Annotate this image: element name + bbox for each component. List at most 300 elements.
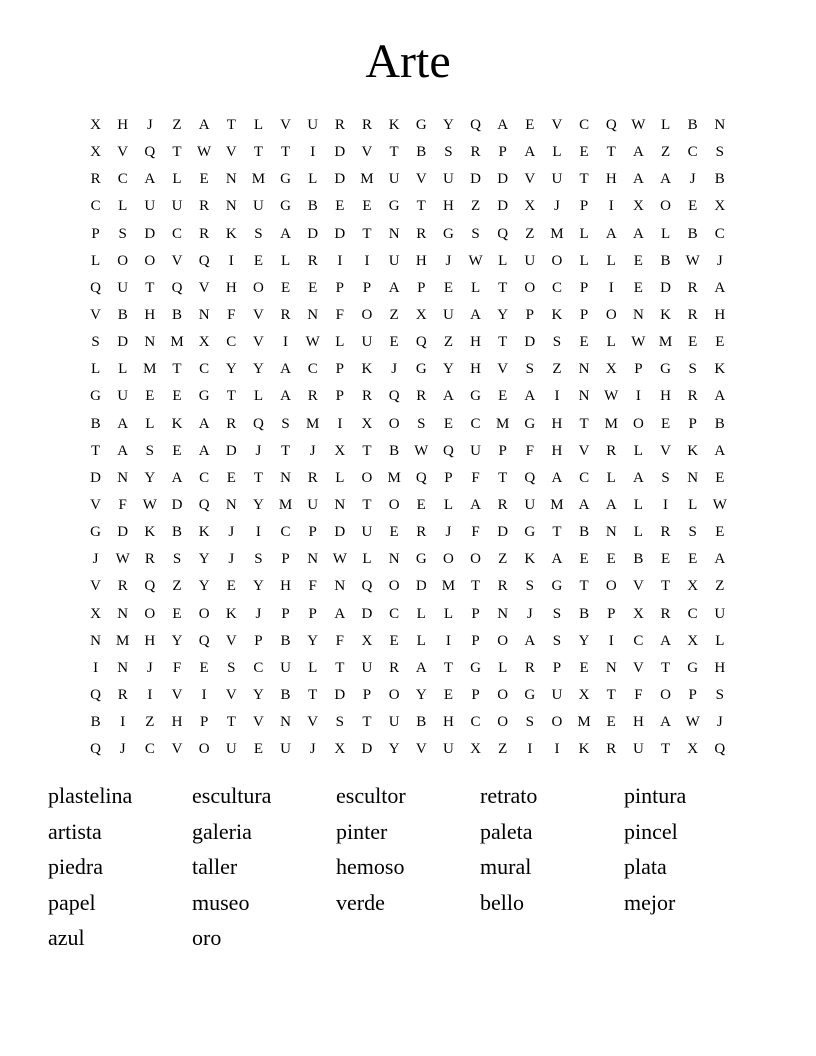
grid-letter[interactable]: T: [253, 144, 263, 161]
grid-letter[interactable]: A: [660, 632, 671, 649]
grid-letter[interactable]: A: [198, 117, 210, 134]
grid-letter[interactable]: O: [198, 741, 210, 758]
grid-letter[interactable]: U: [361, 524, 373, 541]
grid-letter[interactable]: E: [253, 252, 263, 269]
grid-letter[interactable]: I: [255, 524, 261, 541]
grid-letter[interactable]: S: [715, 144, 724, 161]
grid-letter[interactable]: J: [445, 252, 452, 269]
grid-letter[interactable]: B: [171, 307, 182, 324]
grid-letter[interactable]: K: [714, 361, 726, 378]
grid-letter[interactable]: X: [632, 605, 644, 622]
grid-letter[interactable]: B: [90, 415, 101, 432]
grid-letter[interactable]: B: [280, 632, 291, 649]
grid-letter[interactable]: L: [498, 252, 508, 269]
grid-letter[interactable]: B: [307, 198, 318, 215]
grid-letter[interactable]: P: [308, 605, 317, 622]
grid-letter[interactable]: A: [198, 442, 210, 459]
grid-letter[interactable]: R: [280, 307, 291, 324]
grid-letter[interactable]: V: [90, 578, 101, 595]
grid-letter[interactable]: P: [281, 551, 290, 568]
grid-letter[interactable]: T: [606, 687, 616, 704]
grid-letter[interactable]: U: [117, 279, 129, 296]
grid-letter[interactable]: T: [389, 144, 399, 161]
grid-letter[interactable]: O: [551, 714, 563, 731]
grid-letter[interactable]: T: [443, 659, 453, 676]
grid-letter[interactable]: E: [226, 578, 236, 595]
grid-letter[interactable]: Z: [498, 741, 508, 758]
grid-letter[interactable]: O: [660, 687, 671, 704]
grid-letter[interactable]: X: [687, 578, 699, 595]
grid-letter[interactable]: V: [90, 307, 101, 324]
grid-letter[interactable]: J: [689, 171, 696, 188]
grid-letter[interactable]: L: [579, 252, 589, 269]
grid-letter[interactable]: V: [252, 334, 264, 351]
grid-letter[interactable]: A: [198, 415, 210, 432]
grid-letter[interactable]: J: [309, 442, 316, 459]
grid-letter[interactable]: B: [687, 225, 698, 242]
grid-letter[interactable]: O: [144, 252, 156, 269]
grid-letter[interactable]: A: [524, 388, 536, 405]
grid-letter[interactable]: D: [660, 279, 671, 296]
grid-letter[interactable]: T: [253, 469, 263, 486]
grid-letter[interactable]: V: [524, 171, 536, 188]
grid-letter[interactable]: C: [470, 714, 481, 731]
grid-letter[interactable]: S: [227, 659, 236, 676]
grid-letter[interactable]: N: [225, 171, 237, 188]
grid-letter[interactable]: J: [228, 551, 235, 568]
grid-letter[interactable]: Y: [415, 687, 427, 704]
grid-letter[interactable]: R: [660, 524, 671, 541]
grid-letter[interactable]: D: [497, 171, 509, 188]
grid-letter[interactable]: A: [632, 225, 644, 242]
grid-letter[interactable]: C: [117, 171, 128, 188]
grid-letter[interactable]: N: [388, 225, 400, 242]
grid-letter[interactable]: T: [579, 415, 589, 432]
grid-letter[interactable]: L: [660, 117, 671, 134]
grid-letter[interactable]: T: [172, 361, 182, 378]
grid-letter[interactable]: C: [579, 117, 590, 134]
grid-letter[interactable]: I: [93, 659, 99, 676]
grid-letter[interactable]: N: [388, 551, 400, 568]
grid-letter[interactable]: V: [90, 497, 101, 514]
grid-letter[interactable]: F: [471, 469, 480, 486]
grid-letter[interactable]: L: [280, 252, 291, 269]
grid-letter[interactable]: O: [198, 605, 210, 622]
grid-letter[interactable]: A: [171, 469, 183, 486]
grid-letter[interactable]: N: [198, 307, 210, 324]
grid-letter[interactable]: N: [605, 659, 617, 676]
grid-letter[interactable]: M: [550, 225, 564, 242]
grid-letter[interactable]: A: [632, 144, 644, 161]
grid-letter[interactable]: R: [416, 524, 427, 541]
grid-letter[interactable]: S: [417, 415, 426, 432]
grid-letter[interactable]: U: [361, 334, 373, 351]
grid-letter[interactable]: U: [361, 659, 373, 676]
grid-letter[interactable]: O: [252, 279, 264, 296]
grid-letter[interactable]: Q: [198, 632, 210, 649]
grid-letter[interactable]: N: [632, 307, 644, 324]
grid-letter[interactable]: A: [524, 632, 536, 649]
grid-letter[interactable]: E: [335, 198, 345, 215]
grid-letter[interactable]: R: [470, 144, 481, 161]
grid-letter[interactable]: Y: [198, 578, 210, 595]
grid-letter[interactable]: E: [660, 551, 671, 568]
grid-letter[interactable]: L: [90, 252, 101, 269]
grid-letter[interactable]: A: [470, 497, 481, 514]
grid-letter[interactable]: W: [468, 252, 483, 269]
grid-letter[interactable]: T: [579, 171, 589, 188]
grid-letter[interactable]: M: [604, 415, 618, 432]
grid-letter[interactable]: S: [715, 687, 724, 704]
grid-letter[interactable]: P: [525, 307, 534, 324]
grid-letter[interactable]: V: [632, 578, 644, 595]
grid-letter[interactable]: N: [714, 117, 726, 134]
grid-letter[interactable]: L: [90, 361, 101, 378]
grid-letter[interactable]: Y: [442, 117, 454, 134]
grid-letter[interactable]: F: [335, 307, 344, 324]
grid-letter[interactable]: A: [524, 144, 536, 161]
grid-letter[interactable]: E: [443, 687, 453, 704]
grid-letter[interactable]: J: [146, 117, 153, 134]
grid-letter[interactable]: N: [687, 469, 699, 486]
grid-letter[interactable]: C: [687, 605, 698, 622]
grid-letter[interactable]: H: [415, 252, 427, 269]
grid-letter[interactable]: F: [525, 442, 534, 459]
grid-letter[interactable]: H: [714, 659, 726, 676]
grid-letter[interactable]: G: [415, 361, 427, 378]
grid-letter[interactable]: R: [334, 117, 345, 134]
grid-letter[interactable]: K: [578, 741, 590, 758]
grid-letter[interactable]: E: [606, 551, 616, 568]
grid-letter[interactable]: M: [360, 171, 374, 188]
grid-letter[interactable]: N: [578, 388, 590, 405]
grid-letter[interactable]: C: [470, 415, 481, 432]
grid-letter[interactable]: J: [255, 442, 262, 459]
grid-letter[interactable]: M: [170, 334, 184, 351]
grid-letter[interactable]: E: [253, 741, 263, 758]
grid-letter[interactable]: P: [335, 361, 344, 378]
grid-letter[interactable]: B: [416, 714, 427, 731]
grid-letter[interactable]: J: [716, 714, 723, 731]
grid-letter[interactable]: R: [416, 225, 427, 242]
grid-letter[interactable]: K: [198, 524, 210, 541]
grid-letter[interactable]: S: [444, 144, 453, 161]
grid-letter[interactable]: Z: [715, 578, 725, 595]
grid-letter[interactable]: C: [280, 524, 291, 541]
grid-letter[interactable]: P: [335, 388, 344, 405]
grid-letter[interactable]: V: [307, 714, 319, 731]
grid-letter[interactable]: M: [116, 632, 130, 649]
grid-letter[interactable]: E: [633, 252, 643, 269]
grid-letter[interactable]: O: [497, 632, 509, 649]
grid-letter[interactable]: L: [606, 252, 616, 269]
grid-letter[interactable]: D: [524, 334, 536, 351]
grid-letter[interactable]: V: [225, 144, 237, 161]
grid-letter[interactable]: B: [171, 524, 182, 541]
grid-letter[interactable]: C: [714, 225, 725, 242]
grid-letter[interactable]: E: [443, 279, 453, 296]
grid-letter[interactable]: U: [551, 687, 563, 704]
grid-letter[interactable]: M: [143, 361, 157, 378]
grid-letter[interactable]: O: [524, 279, 536, 296]
grid-letter[interactable]: U: [524, 252, 536, 269]
grid-letter[interactable]: D: [334, 225, 346, 242]
grid-letter[interactable]: J: [119, 741, 126, 758]
grid-letter[interactable]: U: [551, 171, 563, 188]
grid-letter[interactable]: R: [144, 551, 155, 568]
grid-letter[interactable]: W: [115, 551, 130, 568]
grid-letter[interactable]: X: [198, 334, 210, 351]
grid-letter[interactable]: V: [578, 442, 590, 459]
grid-letter[interactable]: Z: [660, 144, 671, 161]
grid-letter[interactable]: S: [471, 225, 480, 242]
grid-letter[interactable]: A: [415, 659, 427, 676]
grid-letter[interactable]: K: [225, 225, 237, 242]
grid-letter[interactable]: G: [524, 415, 536, 432]
grid-letter[interactable]: P: [362, 687, 372, 704]
grid-letter[interactable]: S: [172, 551, 182, 568]
grid-letter[interactable]: D: [307, 225, 319, 242]
grid-letter[interactable]: L: [118, 198, 128, 215]
grid-letter[interactable]: T: [362, 497, 372, 514]
grid-letter[interactable]: X: [90, 117, 101, 134]
grid-letter[interactable]: L: [443, 605, 453, 622]
grid-letter[interactable]: F: [172, 659, 182, 676]
grid-letter[interactable]: T: [362, 442, 372, 459]
grid-letter[interactable]: U: [307, 497, 319, 514]
grid-letter[interactable]: E: [715, 469, 725, 486]
grid-letter[interactable]: R: [307, 469, 318, 486]
grid-letter[interactable]: S: [525, 361, 534, 378]
grid-letter[interactable]: P: [688, 687, 697, 704]
grid-letter[interactable]: V: [361, 144, 373, 161]
grid-letter[interactable]: I: [554, 741, 560, 758]
grid-letter[interactable]: T: [416, 198, 426, 215]
grid-letter[interactable]: R: [361, 388, 372, 405]
grid-letter[interactable]: W: [712, 497, 727, 514]
grid-letter[interactable]: R: [90, 171, 101, 188]
grid-letter[interactable]: P: [552, 659, 562, 676]
grid-letter[interactable]: Y: [578, 632, 590, 649]
grid-letter[interactable]: Y: [442, 361, 454, 378]
grid-letter[interactable]: L: [253, 117, 263, 134]
grid-letter[interactable]: B: [660, 252, 671, 269]
grid-letter[interactable]: A: [578, 497, 590, 514]
grid-letter[interactable]: R: [606, 442, 617, 459]
grid-letter[interactable]: A: [470, 307, 481, 324]
grid-letter[interactable]: Q: [361, 578, 373, 595]
grid-letter[interactable]: U: [442, 741, 454, 758]
grid-letter[interactable]: D: [334, 144, 346, 161]
grid-letter[interactable]: V: [415, 171, 427, 188]
grid-letter[interactable]: R: [687, 388, 698, 405]
grid-letter[interactable]: N: [497, 605, 509, 622]
grid-letter[interactable]: Z: [525, 225, 535, 242]
grid-letter[interactable]: P: [688, 415, 697, 432]
grid-letter[interactable]: P: [335, 279, 344, 296]
grid-letter[interactable]: W: [631, 117, 646, 134]
grid-letter[interactable]: G: [415, 551, 427, 568]
grid-letter[interactable]: L: [715, 632, 725, 649]
grid-letter[interactable]: A: [605, 225, 617, 242]
grid-letter[interactable]: U: [117, 388, 129, 405]
grid-letter[interactable]: D: [334, 687, 346, 704]
grid-letter[interactable]: J: [228, 524, 235, 541]
grid-letter[interactable]: N: [578, 361, 590, 378]
grid-letter[interactable]: V: [225, 632, 237, 649]
grid-letter[interactable]: Q: [415, 334, 427, 351]
grid-letter[interactable]: J: [309, 741, 316, 758]
grid-letter[interactable]: O: [497, 714, 509, 731]
grid-letter[interactable]: W: [685, 252, 700, 269]
grid-letter[interactable]: E: [688, 198, 698, 215]
grid-letter[interactable]: G: [90, 524, 101, 541]
grid-letter[interactable]: L: [606, 334, 616, 351]
grid-letter[interactable]: S: [661, 469, 670, 486]
grid-letter[interactable]: I: [337, 415, 343, 432]
grid-letter[interactable]: D: [361, 741, 373, 758]
grid-letter[interactable]: S: [281, 415, 290, 432]
grid-letter[interactable]: O: [388, 415, 400, 432]
grid-letter[interactable]: V: [225, 687, 237, 704]
grid-letter[interactable]: P: [471, 605, 480, 622]
grid-letter[interactable]: F: [634, 687, 643, 704]
grid-letter[interactable]: H: [442, 714, 454, 731]
grid-letter[interactable]: Z: [172, 117, 182, 134]
grid-letter[interactable]: O: [388, 687, 400, 704]
grid-letter[interactable]: G: [687, 659, 699, 676]
grid-letter[interactable]: U: [442, 171, 454, 188]
grid-letter[interactable]: I: [527, 741, 533, 758]
grid-letter[interactable]: D: [334, 524, 346, 541]
grid-letter[interactable]: E: [606, 714, 616, 731]
grid-letter[interactable]: K: [687, 442, 699, 459]
grid-letter[interactable]: T: [145, 279, 155, 296]
grid-letter[interactable]: N: [307, 551, 319, 568]
grid-letter[interactable]: D: [334, 171, 346, 188]
grid-letter[interactable]: A: [714, 388, 726, 405]
grid-letter[interactable]: Q: [442, 442, 454, 459]
grid-letter[interactable]: F: [118, 497, 127, 514]
grid-letter[interactable]: T: [280, 442, 291, 459]
grid-letter[interactable]: B: [714, 171, 725, 188]
grid-letter[interactable]: S: [688, 361, 697, 378]
grid-letter[interactable]: X: [334, 442, 346, 459]
grid-letter[interactable]: I: [283, 334, 289, 351]
grid-letter[interactable]: M: [306, 415, 320, 432]
grid-letter[interactable]: G: [415, 117, 427, 134]
grid-letter[interactable]: D: [144, 225, 156, 242]
grid-letter[interactable]: I: [147, 687, 153, 704]
grid-letter[interactable]: G: [660, 361, 671, 378]
grid-letter[interactable]: L: [633, 524, 643, 541]
grid-letter[interactable]: I: [310, 144, 316, 161]
grid-letter[interactable]: U: [388, 714, 400, 731]
grid-letter[interactable]: Q: [470, 117, 481, 134]
grid-letter[interactable]: R: [307, 252, 318, 269]
grid-letter[interactable]: Z: [552, 361, 562, 378]
grid-letter[interactable]: T: [660, 578, 671, 595]
grid-letter[interactable]: T: [579, 578, 589, 595]
grid-letter[interactable]: Q: [144, 578, 156, 595]
grid-letter[interactable]: L: [443, 497, 453, 514]
grid-letter[interactable]: A: [551, 469, 563, 486]
grid-letter[interactable]: T: [552, 524, 562, 541]
grid-letter[interactable]: T: [335, 659, 345, 676]
grid-letter[interactable]: N: [307, 307, 319, 324]
grid-letter[interactable]: T: [660, 741, 671, 758]
grid-letter[interactable]: P: [471, 687, 480, 704]
grid-letter[interactable]: D: [90, 469, 101, 486]
grid-letter[interactable]: G: [90, 388, 101, 405]
grid-letter[interactable]: B: [579, 524, 590, 541]
grid-letter[interactable]: C: [633, 632, 644, 649]
grid-letter[interactable]: B: [280, 687, 291, 704]
grid-letter[interactable]: N: [225, 497, 237, 514]
grid-letter[interactable]: Y: [252, 578, 264, 595]
grid-letter[interactable]: C: [199, 361, 210, 378]
grid-letter[interactable]: A: [551, 551, 563, 568]
grid-letter[interactable]: Y: [497, 307, 509, 324]
grid-letter[interactable]: E: [579, 334, 589, 351]
grid-letter[interactable]: E: [660, 415, 671, 432]
grid-letter[interactable]: H: [551, 415, 563, 432]
grid-letter[interactable]: X: [361, 415, 373, 432]
grid-letter[interactable]: J: [716, 252, 723, 269]
grid-letter[interactable]: P: [498, 442, 507, 459]
grid-letter[interactable]: T: [90, 442, 101, 459]
grid-letter[interactable]: A: [280, 388, 291, 405]
grid-letter[interactable]: T: [498, 469, 508, 486]
grid-letter[interactable]: F: [227, 307, 236, 324]
grid-letter[interactable]: B: [579, 605, 590, 622]
grid-letter[interactable]: M: [658, 334, 673, 351]
grid-letter[interactable]: Y: [307, 632, 319, 649]
grid-letter[interactable]: G: [442, 225, 454, 242]
grid-letter[interactable]: E: [199, 659, 209, 676]
grid-letter[interactable]: Z: [470, 198, 481, 215]
grid-letter[interactable]: X: [90, 144, 101, 161]
grid-letter[interactable]: A: [497, 117, 509, 134]
grid-letter[interactable]: E: [579, 659, 589, 676]
grid-letter[interactable]: E: [715, 334, 725, 351]
grid-letter[interactable]: L: [688, 497, 698, 514]
grid-letter[interactable]: L: [172, 171, 182, 188]
grid-letter[interactable]: O: [442, 551, 454, 568]
grid-letter[interactable]: O: [605, 307, 617, 324]
grid-letter[interactable]: J: [526, 605, 533, 622]
grid-letter[interactable]: J: [92, 551, 99, 568]
grid-letter[interactable]: T: [470, 578, 481, 595]
grid-letter[interactable]: Y: [252, 497, 264, 514]
grid-letter[interactable]: A: [442, 388, 454, 405]
grid-letter[interactable]: V: [171, 252, 183, 269]
grid-letter[interactable]: O: [361, 307, 373, 324]
grid-letter[interactable]: N: [117, 659, 129, 676]
grid-letter[interactable]: C: [687, 144, 698, 161]
grid-letter[interactable]: E: [525, 117, 535, 134]
grid-letter[interactable]: K: [524, 551, 536, 568]
grid-letter[interactable]: U: [280, 741, 291, 758]
grid-letter[interactable]: G: [470, 659, 481, 676]
grid-letter[interactable]: R: [497, 497, 508, 514]
grid-letter[interactable]: B: [633, 551, 644, 568]
grid-letter[interactable]: A: [714, 551, 726, 568]
grid-letter[interactable]: K: [361, 361, 373, 378]
grid-letter[interactable]: B: [117, 307, 128, 324]
grid-letter[interactable]: T: [362, 714, 372, 731]
grid-letter[interactable]: E: [199, 171, 209, 188]
